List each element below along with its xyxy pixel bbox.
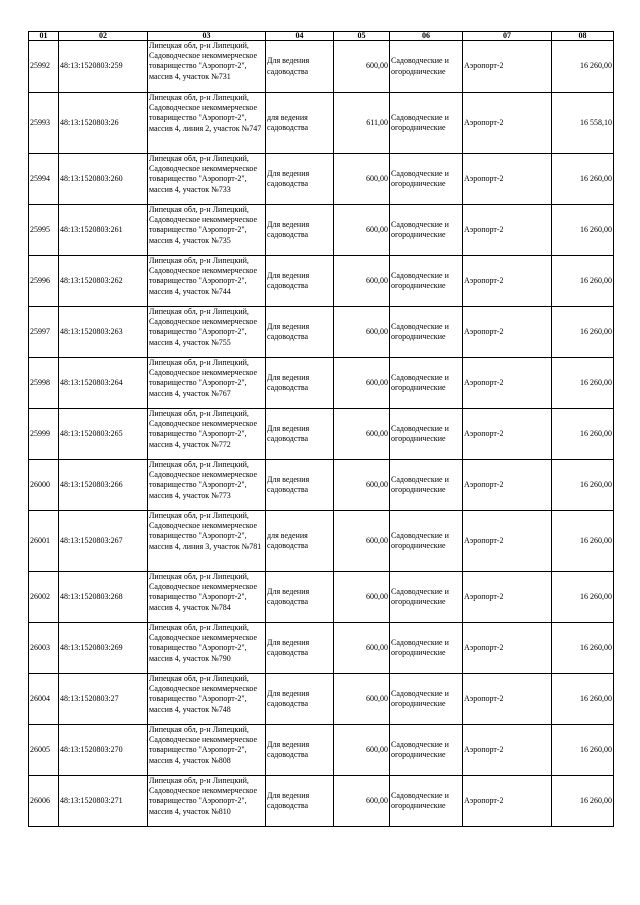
cell-permitted-use bbox=[266, 307, 334, 358]
cell-zone bbox=[463, 358, 552, 409]
cell-record-number bbox=[29, 725, 59, 776]
cell-zone bbox=[463, 572, 552, 623]
cell-zone-text: Аэропорт-2 bbox=[464, 428, 504, 438]
cell-zone-text: Аэропорт-2 bbox=[464, 479, 504, 489]
cell-zone bbox=[463, 307, 552, 358]
cell-cadastral-number bbox=[59, 623, 148, 674]
cell-zone bbox=[463, 460, 552, 511]
cell-address bbox=[148, 674, 266, 725]
cell-cadastral-value-text: 16 260,00 bbox=[580, 61, 612, 71]
cell-record-number-text: 25993 bbox=[30, 117, 50, 127]
table-row bbox=[29, 256, 614, 307]
cell-category bbox=[390, 154, 463, 205]
cell-cadastral-value bbox=[552, 358, 614, 409]
cell-category-text: Садоводческие и огороднические bbox=[391, 423, 449, 443]
cell-area-text: 600,00 bbox=[366, 479, 388, 489]
cell-permitted-use bbox=[266, 572, 334, 623]
cell-permitted-use bbox=[266, 154, 334, 205]
cell-zone-text: Аэропорт-2 bbox=[464, 377, 504, 387]
cell-permitted-use-text: Для ведения садоводства bbox=[267, 270, 310, 290]
cell-permitted-use bbox=[266, 256, 334, 307]
cell-record-number-text: 26001 bbox=[30, 535, 50, 545]
cell-area-text: 600,00 bbox=[366, 693, 388, 703]
cell-zone-text: Аэропорт-2 bbox=[464, 275, 504, 285]
cell-cadastral-value bbox=[552, 674, 614, 725]
land-registry-table bbox=[28, 31, 614, 827]
cell-cadastral-number bbox=[59, 409, 148, 460]
cell-permitted-use-text: Для ведения садоводства bbox=[267, 372, 310, 392]
cell-record-number bbox=[29, 256, 59, 307]
cell-address-text: Липецкая обл, р-н Липецкий, Садоводческое некоммерческое товарищество "Аэропорт-2", массив 4, участок №731 bbox=[149, 41, 258, 81]
cell-permitted-use bbox=[266, 409, 334, 460]
cell-zone bbox=[463, 674, 552, 725]
cell-area-text: 600,00 bbox=[366, 173, 388, 183]
cell-cadastral-number-text: 48:13:1520803:259 bbox=[60, 61, 123, 71]
cell-address-text: Липецкая обл, р-н Липецкий, Садоводческое некоммерческое товарищество "Аэропорт-2", массив 4, участок №810 bbox=[149, 776, 258, 816]
cell-zone bbox=[463, 41, 552, 93]
cell-cadastral-value bbox=[552, 205, 614, 256]
cell-record-number bbox=[29, 511, 59, 572]
cell-zone bbox=[463, 409, 552, 460]
cell-address-text: Липецкая обл, р-н Липецкий, Садоводческое некоммерческое товарищество "Аэропорт-2", массив 4, участок №744 bbox=[149, 256, 258, 296]
cell-area bbox=[334, 409, 390, 460]
cell-record-number bbox=[29, 358, 59, 409]
cell-category-text: Садоводческие и огороднические bbox=[391, 637, 449, 657]
col-header-05: 05 bbox=[334, 32, 390, 41]
cell-cadastral-number bbox=[59, 460, 148, 511]
cell-zone bbox=[463, 511, 552, 572]
cell-address bbox=[148, 460, 266, 511]
cell-zone bbox=[463, 725, 552, 776]
col-header-02: 02 bbox=[59, 32, 148, 41]
cell-permitted-use-text: Для ведения садоводства bbox=[267, 474, 310, 494]
cell-category-text: Садоводческие и огороднические bbox=[391, 372, 449, 392]
cell-cadastral-value bbox=[552, 256, 614, 307]
cell-area bbox=[334, 256, 390, 307]
cell-cadastral-number-text: 48:13:1520803:26 bbox=[60, 117, 119, 127]
cell-record-number-text: 25999 bbox=[30, 428, 50, 438]
cell-cadastral-value bbox=[552, 623, 614, 674]
cell-area bbox=[334, 623, 390, 674]
cell-cadastral-number-text: 48:13:1520803:262 bbox=[60, 275, 123, 285]
header-row bbox=[29, 32, 614, 41]
cell-area-text: 600,00 bbox=[366, 224, 388, 234]
cell-zone-text: Аэропорт-2 bbox=[464, 535, 504, 545]
cell-cadastral-value bbox=[552, 93, 614, 154]
cell-zone bbox=[463, 205, 552, 256]
cell-address-text: Липецкая обл, р-н Липецкий, Садоводческое некоммерческое товарищество "Аэропорт-2", массив 4, участок №790 bbox=[149, 623, 258, 663]
cell-area-text: 600,00 bbox=[366, 795, 388, 805]
cell-category-text: Садоводческие и огороднические bbox=[391, 790, 449, 810]
cell-cadastral-number-text: 48:13:1520803:265 bbox=[60, 428, 123, 438]
cell-record-number bbox=[29, 776, 59, 827]
cell-area bbox=[334, 776, 390, 827]
table-row bbox=[29, 358, 614, 409]
cell-category-text: Садоводческие и огороднические bbox=[391, 321, 449, 341]
cell-area bbox=[334, 93, 390, 154]
cell-cadastral-value bbox=[552, 154, 614, 205]
cell-address bbox=[148, 154, 266, 205]
cell-cadastral-value-text: 16 260,00 bbox=[580, 693, 612, 703]
cell-category bbox=[390, 725, 463, 776]
table-row bbox=[29, 460, 614, 511]
cell-cadastral-number bbox=[59, 358, 148, 409]
cell-permitted-use-text: Для ведения садоводства bbox=[267, 637, 310, 657]
cell-record-number-text: 25996 bbox=[30, 275, 50, 285]
cell-category bbox=[390, 205, 463, 256]
cell-cadastral-value-text: 16 260,00 bbox=[580, 224, 612, 234]
cell-cadastral-number-text: 48:13:1520803:270 bbox=[60, 744, 123, 754]
cell-cadastral-number-text: 48:13:1520803:267 bbox=[60, 535, 123, 545]
cell-permitted-use-text: Для ведения садоводства bbox=[267, 688, 310, 708]
table-row bbox=[29, 41, 614, 93]
cell-category-text: Садоводческие и огороднические bbox=[391, 530, 449, 550]
cell-area-text: 600,00 bbox=[366, 326, 388, 336]
table-row bbox=[29, 93, 614, 154]
cell-cadastral-number-text: 48:13:1520803:264 bbox=[60, 377, 123, 387]
cell-address-text: Липецкая обл, р-н Липецкий, Садоводческое некоммерческое товарищество "Аэропорт-2", массив 4, участок №808 bbox=[149, 725, 258, 765]
cell-zone bbox=[463, 623, 552, 674]
cell-permitted-use bbox=[266, 725, 334, 776]
cell-address-text: Липецкая обл, р-н Липецкий, Садоводческое некоммерческое товарищество "Аэропорт-2", массив 4, участок №735 bbox=[149, 205, 258, 245]
cell-permitted-use-text: Для ведения садоводства bbox=[267, 219, 310, 239]
cell-permitted-use-text: Для ведения садоводства bbox=[267, 168, 310, 188]
cell-category-text: Садоводческие и огороднические bbox=[391, 168, 449, 188]
cell-cadastral-number-text: 48:13:1520803:263 bbox=[60, 326, 123, 336]
cell-address bbox=[148, 511, 266, 572]
cell-record-number-text: 25995 bbox=[30, 224, 50, 234]
cell-cadastral-value-text: 16 260,00 bbox=[580, 795, 612, 805]
cell-permitted-use-text: Для ведения садоводства bbox=[267, 423, 310, 443]
cell-cadastral-value-text: 16 260,00 bbox=[580, 642, 612, 652]
cell-permitted-use bbox=[266, 41, 334, 93]
cell-permitted-use bbox=[266, 776, 334, 827]
cell-category bbox=[390, 674, 463, 725]
cell-record-number-text: 25994 bbox=[30, 173, 50, 183]
cell-zone-text: Аэропорт-2 bbox=[464, 642, 504, 652]
table-row bbox=[29, 623, 614, 674]
cell-cadastral-number bbox=[59, 511, 148, 572]
cell-record-number bbox=[29, 93, 59, 154]
cell-record-number bbox=[29, 460, 59, 511]
cell-record-number bbox=[29, 409, 59, 460]
cell-area-text: 600,00 bbox=[366, 428, 388, 438]
cell-record-number bbox=[29, 623, 59, 674]
cell-category bbox=[390, 511, 463, 572]
cell-zone-text: Аэропорт-2 bbox=[464, 224, 504, 234]
cell-permitted-use bbox=[266, 511, 334, 572]
cell-address bbox=[148, 623, 266, 674]
cell-cadastral-number bbox=[59, 674, 148, 725]
cell-permitted-use bbox=[266, 674, 334, 725]
cell-record-number-text: 26003 bbox=[30, 642, 50, 652]
cell-cadastral-number bbox=[59, 776, 148, 827]
cell-zone-text: Аэропорт-2 bbox=[464, 693, 504, 703]
col-header-04: 04 bbox=[266, 32, 334, 41]
cell-cadastral-value bbox=[552, 572, 614, 623]
cell-category bbox=[390, 307, 463, 358]
cell-category bbox=[390, 572, 463, 623]
cell-cadastral-number-text: 48:13:1520803:269 bbox=[60, 642, 123, 652]
cell-permitted-use bbox=[266, 623, 334, 674]
table-row bbox=[29, 725, 614, 776]
cell-category-text: Садоводческие и огороднические bbox=[391, 270, 449, 290]
cell-permitted-use bbox=[266, 93, 334, 154]
cell-record-number-text: 26004 bbox=[30, 693, 50, 703]
cell-area-text: 600,00 bbox=[366, 642, 388, 652]
cell-zone bbox=[463, 93, 552, 154]
cell-area bbox=[334, 205, 390, 256]
cell-category bbox=[390, 41, 463, 93]
cell-permitted-use bbox=[266, 358, 334, 409]
cell-category bbox=[390, 409, 463, 460]
cell-category-text: Садоводческие и огороднические bbox=[391, 688, 449, 708]
cell-record-number-text: 25998 bbox=[30, 377, 50, 387]
cell-area-text: 600,00 bbox=[366, 535, 388, 545]
cell-record-number-text: 26000 bbox=[30, 479, 50, 489]
cell-address bbox=[148, 358, 266, 409]
cell-address-text: Липецкая обл, р-н Липецкий, Садоводческое некоммерческое товарищество "Аэропорт-2", массив 4, участок №748 bbox=[149, 674, 258, 714]
cell-zone bbox=[463, 154, 552, 205]
cell-cadastral-number bbox=[59, 205, 148, 256]
cell-area bbox=[334, 725, 390, 776]
cell-area bbox=[334, 460, 390, 511]
cell-permitted-use-text: Для ведения садоводства bbox=[267, 56, 310, 76]
cell-category-text: Садоводческие и огороднические bbox=[391, 219, 449, 239]
cell-permitted-use-text: Для ведения садоводства bbox=[267, 790, 310, 810]
cell-cadastral-number bbox=[59, 154, 148, 205]
cell-category bbox=[390, 776, 463, 827]
cell-address bbox=[148, 776, 266, 827]
cell-cadastral-value-text: 16 260,00 bbox=[580, 591, 612, 601]
cell-category-text: Садоводческие и огороднические bbox=[391, 474, 449, 494]
cell-cadastral-number-text: 48:13:1520803:260 bbox=[60, 173, 123, 183]
cell-category-text: Садоводческие и огороднические bbox=[391, 739, 449, 759]
cell-record-number-text: 25992 bbox=[30, 61, 50, 71]
cell-category-text: Садоводческие и огороднические bbox=[391, 56, 449, 76]
cell-cadastral-number bbox=[59, 307, 148, 358]
cell-permitted-use-text: Для ведения садоводства bbox=[267, 739, 310, 759]
cell-address-text: Липецкая обл, р-н Липецкий, Садоводческое некоммерческое товарищество "Аэропорт-2", массив 4, линия 3, участок №781 bbox=[149, 511, 262, 551]
cell-address-text: Липецкая обл, р-н Липецкий, Садоводческое некоммерческое товарищество "Аэропорт-2", массив 4, участок №773 bbox=[149, 460, 258, 500]
cell-permitted-use-text: для ведения садоводства bbox=[267, 112, 309, 132]
land-registry-sheet bbox=[28, 31, 613, 827]
table-row bbox=[29, 409, 614, 460]
col-header-01: 01 bbox=[29, 32, 59, 41]
cell-cadastral-value bbox=[552, 776, 614, 827]
col-header-07: 07 bbox=[463, 32, 552, 41]
cell-address-text: Липецкая обл, р-н Липецкий, Садоводческое некоммерческое товарищество "Аэропорт-2", массив 4, линия 2, участок №747 bbox=[149, 93, 262, 133]
cell-record-number bbox=[29, 674, 59, 725]
cell-cadastral-number bbox=[59, 93, 148, 154]
cell-cadastral-number bbox=[59, 725, 148, 776]
cell-area bbox=[334, 674, 390, 725]
cell-cadastral-number-text: 48:13:1520803:266 bbox=[60, 479, 123, 489]
cell-area-text: 600,00 bbox=[366, 275, 388, 285]
cell-permitted-use-text: для ведения садоводства bbox=[267, 530, 309, 550]
cell-record-number-text: 26005 bbox=[30, 744, 50, 754]
cell-area-text: 600,00 bbox=[366, 591, 388, 601]
cell-cadastral-number bbox=[59, 41, 148, 93]
col-header-06: 06 bbox=[390, 32, 463, 41]
cell-category bbox=[390, 358, 463, 409]
cell-area bbox=[334, 154, 390, 205]
cell-zone-text: Аэропорт-2 bbox=[464, 744, 504, 754]
cell-cadastral-value bbox=[552, 41, 614, 93]
cell-area-text: 600,00 bbox=[366, 377, 388, 387]
cell-record-number bbox=[29, 572, 59, 623]
cell-permitted-use bbox=[266, 205, 334, 256]
cell-zone-text: Аэропорт-2 bbox=[464, 795, 504, 805]
cell-address-text: Липецкая обл, р-н Липецкий, Садоводческое некоммерческое товарищество "Аэропорт-2", массив 4, участок №767 bbox=[149, 358, 258, 398]
cell-cadastral-number-text: 48:13:1520803:27 bbox=[60, 693, 119, 703]
cell-area-text: 611,00 bbox=[366, 117, 388, 127]
table-row bbox=[29, 205, 614, 256]
cell-address-text: Липецкая обл, р-н Липецкий, Садоводческое некоммерческое товарищество "Аэропорт-2", массив 4, участок №733 bbox=[149, 154, 258, 194]
cell-area bbox=[334, 307, 390, 358]
table-body bbox=[29, 41, 614, 827]
cell-zone-text: Аэропорт-2 bbox=[464, 117, 504, 127]
cell-record-number bbox=[29, 154, 59, 205]
cell-cadastral-number-text: 48:13:1520803:271 bbox=[60, 795, 123, 805]
cell-cadastral-value-text: 16 260,00 bbox=[580, 479, 612, 489]
cell-cadastral-value bbox=[552, 409, 614, 460]
cell-zone-text: Аэропорт-2 bbox=[464, 173, 504, 183]
cell-area bbox=[334, 572, 390, 623]
cell-record-number bbox=[29, 41, 59, 93]
cell-permitted-use-text: Для ведения садоводства bbox=[267, 321, 310, 341]
cell-area-text: 600,00 bbox=[366, 61, 388, 71]
cell-record-number-text: 26006 bbox=[30, 795, 50, 805]
cell-category bbox=[390, 623, 463, 674]
cell-area bbox=[334, 358, 390, 409]
cell-record-number-text: 26002 bbox=[30, 591, 50, 601]
table-row bbox=[29, 572, 614, 623]
cell-permitted-use-text: Для ведения садоводства bbox=[267, 586, 310, 606]
cell-address bbox=[148, 205, 266, 256]
cell-cadastral-value-text: 16 260,00 bbox=[580, 377, 612, 387]
cell-cadastral-value-text: 16 260,00 bbox=[580, 535, 612, 545]
table-row bbox=[29, 776, 614, 827]
cell-address bbox=[148, 572, 266, 623]
cell-cadastral-value bbox=[552, 511, 614, 572]
table-row bbox=[29, 154, 614, 205]
cell-cadastral-value-text: 16 558,10 bbox=[580, 117, 612, 127]
table-row bbox=[29, 307, 614, 358]
cell-category-text: Садоводческие и огороднические bbox=[391, 586, 449, 606]
cell-cadastral-value bbox=[552, 725, 614, 776]
cell-area bbox=[334, 511, 390, 572]
cell-cadastral-number bbox=[59, 572, 148, 623]
cell-address bbox=[148, 93, 266, 154]
cell-zone bbox=[463, 776, 552, 827]
table-row bbox=[29, 511, 614, 572]
cell-address-text: Липецкая обл, р-н Липецкий, Садоводческое некоммерческое товарищество "Аэропорт-2", массив 4, участок №772 bbox=[149, 409, 258, 449]
cell-address bbox=[148, 307, 266, 358]
cell-record-number bbox=[29, 205, 59, 256]
cell-address-text: Липецкая обл, р-н Липецкий, Садоводческое некоммерческое товарищество "Аэропорт-2", массив 4, участок №784 bbox=[149, 572, 258, 612]
cell-cadastral-value-text: 16 260,00 bbox=[580, 275, 612, 285]
cell-zone bbox=[463, 256, 552, 307]
cell-category bbox=[390, 93, 463, 154]
col-header-08: 08 bbox=[552, 32, 614, 41]
cell-cadastral-value-text: 16 260,00 bbox=[580, 173, 612, 183]
cell-area bbox=[334, 41, 390, 93]
cell-zone-text: Аэропорт-2 bbox=[464, 61, 504, 71]
cell-cadastral-value-text: 16 260,00 bbox=[580, 744, 612, 754]
cell-cadastral-value bbox=[552, 460, 614, 511]
cell-cadastral-number-text: 48:13:1520803:261 bbox=[60, 224, 123, 234]
cell-permitted-use bbox=[266, 460, 334, 511]
cell-address bbox=[148, 256, 266, 307]
cell-category bbox=[390, 460, 463, 511]
cell-address-text: Липецкая обл, р-н Липецкий, Садоводческое некоммерческое товарищество "Аэропорт-2", массив 4, участок №755 bbox=[149, 307, 258, 347]
cell-category-text: Садоводческие и огороднические bbox=[391, 112, 449, 132]
cell-address bbox=[148, 725, 266, 776]
cell-address bbox=[148, 409, 266, 460]
cell-cadastral-number-text: 48:13:1520803:268 bbox=[60, 591, 123, 601]
cell-cadastral-value bbox=[552, 307, 614, 358]
cell-cadastral-value-text: 16 260,00 bbox=[580, 326, 612, 336]
cell-category bbox=[390, 256, 463, 307]
cell-zone-text: Аэропорт-2 bbox=[464, 591, 504, 601]
col-header-03: 03 bbox=[148, 32, 266, 41]
cell-record-number-text: 25997 bbox=[30, 326, 50, 336]
cell-cadastral-number bbox=[59, 256, 148, 307]
cell-record-number bbox=[29, 307, 59, 358]
cell-area-text: 600,00 bbox=[366, 744, 388, 754]
cell-cadastral-value-text: 16 260,00 bbox=[580, 428, 612, 438]
cell-zone-text: Аэропорт-2 bbox=[464, 326, 504, 336]
table-row bbox=[29, 674, 614, 725]
cell-address bbox=[148, 41, 266, 93]
